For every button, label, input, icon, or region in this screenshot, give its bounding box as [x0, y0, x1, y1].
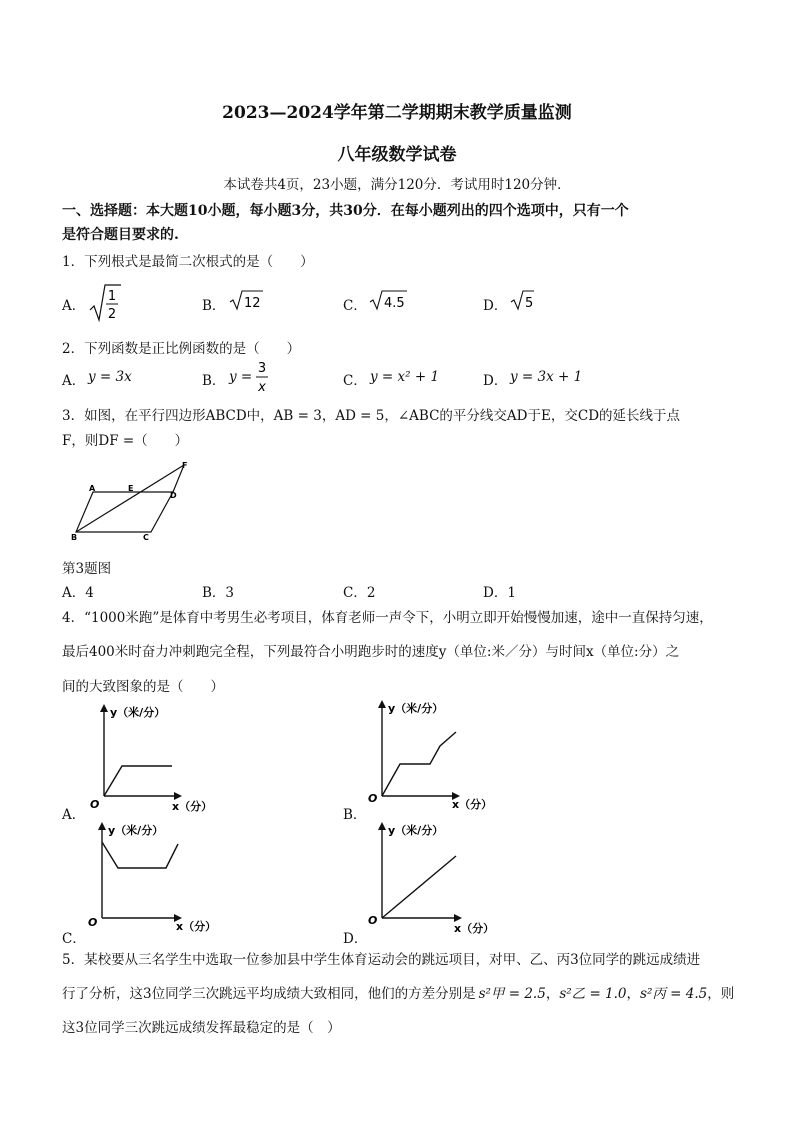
q1-option-a-label: A． [62, 298, 86, 314]
q4-option-c-label: C． [62, 931, 86, 947]
graph-b-y-label: y（米/分） [388, 702, 444, 715]
q4-graph-b [366, 696, 506, 814]
exam-title: 2023—2024学年第二学期期末教学质量监测 [222, 103, 572, 123]
q5-variance-bing: s²丙 = 4.5 [640, 986, 708, 1002]
q1-stem: 1．下列根式是最简二次根式的是（ ） [62, 254, 314, 270]
graph-d-x-label: x（分） [454, 922, 495, 935]
q4-graph-d [366, 818, 506, 938]
point-e-label: E [128, 484, 134, 493]
q1-option-b-radical [229, 288, 265, 312]
section-heading-line1: 一、选择题：本大题10小题，每小题3分，共30分．在每小题列出的四个选项中，只有一个 [62, 203, 629, 219]
q4-option-d-label: D． [343, 931, 368, 947]
exam-info: 本试卷共4页，23小题，满分120分．考试用时120分钟． [223, 177, 571, 193]
q2-option-a-label: A． [62, 373, 86, 389]
graph-b-origin: O [368, 792, 378, 805]
point-a-label: A [89, 484, 96, 493]
q3-figure-caption: 第3题图 [62, 561, 112, 577]
angle-bisector-bf [76, 465, 184, 532]
q2-option-b-lhs: y = [229, 369, 253, 385]
q4-stem-line3: 间的大致图象的是（ ） [62, 679, 224, 695]
point-b-label: B [71, 533, 78, 542]
q1-option-a-radical [88, 282, 122, 326]
q3-option-a: A．4 [62, 585, 94, 601]
section-heading-line2: 是符合题目要求的. [62, 227, 179, 243]
q2-option-d-label: D． [483, 373, 508, 389]
exam-subtitle: 八年级数学试卷 [337, 145, 457, 165]
point-f-label: F [182, 461, 188, 470]
graph-b-x-label: x（分） [452, 798, 493, 811]
q4-graph-a [84, 700, 224, 816]
q1-option-c-radical [369, 288, 409, 312]
q2-fraction-numerator: 3 [257, 361, 267, 376]
point-c-label: C [143, 533, 149, 542]
q4-stem-line2: 最后400米时奋力冲刺跑完全程，下列最符合小明跑步时的速度y（单位:米／分）与时间x（单位:分）之 [62, 644, 680, 660]
q5-line2-end: ，则 [707, 986, 735, 1002]
q4-option-a-label: A． [62, 807, 86, 823]
graph-d-y-label: y（米/分） [388, 824, 444, 837]
q1-option-d-radical [510, 288, 536, 312]
q2-option-c-formula: y = x² + 1 [370, 369, 440, 385]
q5-variance-jia: s²甲 = 2.5 [478, 986, 546, 1002]
q3-option-d: D．1 [483, 585, 516, 601]
q4-stem-line1: 4．“1000米跑”是体育中考男生必考项目，体育老师一声令下，小明立即开始慢慢加速，途中一直保持匀速， [62, 610, 713, 626]
q1-option-c-radicand: 4.5 [384, 296, 405, 311]
graph-c-x-label: x（分） [176, 920, 217, 933]
q4-graph-c [84, 818, 224, 938]
q3-parallelogram-figure [66, 458, 196, 542]
point-d-label: D [170, 491, 177, 500]
parallelogram-abcd [76, 492, 173, 532]
q1-option-b-label: B． [202, 298, 226, 314]
speed-curve-c [102, 842, 178, 868]
graph-a-y-label: y（米/分） [110, 706, 166, 719]
speed-curve-a [104, 766, 172, 796]
graph-d-origin: O [368, 914, 378, 927]
q1-option-d-label: D． [483, 298, 508, 314]
graph-a-x-label: x（分） [172, 800, 213, 813]
q2-option-b-label: B． [202, 373, 226, 389]
q3-stem-line1: 3．如图，在平行四边形ABCD中，AB = 3，AD = 5，∠ABC的平分线交AD于E，交CD的延长线于点 [62, 408, 681, 424]
graph-a-origin: O [90, 798, 100, 811]
q2-fraction-denominator: x [258, 380, 266, 395]
q3-stem-line2: F，则DF =（ ） [62, 433, 189, 449]
q5-variance-yi: s²乙 = 1.0 [559, 986, 627, 1002]
q1-option-d-radicand: 5 [525, 296, 534, 311]
q5-stem-line3: 这3位同学三次跳远成绩发挥最稳定的是（ ） [62, 1020, 341, 1036]
q2-option-b-fraction [255, 358, 269, 398]
q3-option-b: B．3 [202, 585, 235, 601]
q1-fraction-numerator: 1 [107, 289, 117, 304]
q5-stem-line2: 行了分析，这3位同学三次跳远平均成绩大致相同，他们的方差分别是 s²甲 = 2.5，s²乙 = 1.0，s²丙 = 4.5，则 [62, 986, 735, 1002]
q5-line2-text: 行了分析，这3位同学三次跳远平均成绩大致相同，他们的方差分别是 [62, 986, 476, 1002]
q2-option-d-formula: y = 3x + 1 [510, 369, 583, 385]
q2-option-a-formula: y = 3x [88, 369, 132, 385]
q1-option-c-label: C． [343, 298, 367, 314]
graph-c-y-label: y（米/分） [108, 824, 164, 837]
q2-stem: 2．下列函数是正比例函数的是（ ） [62, 341, 301, 357]
q2-option-c-label: C． [343, 373, 367, 389]
speed-curve-d [382, 856, 456, 918]
q4-option-b-label: B． [343, 807, 367, 823]
graph-c-origin: O [88, 916, 98, 929]
q1-option-b-radicand: 12 [244, 296, 261, 311]
speed-curve-b [382, 732, 456, 796]
q3-option-c: C．2 [343, 585, 376, 601]
q5-stem-line1: 5．某校要从三名学生中选取一位参加县中学生体育运动会的跳远项目，对甲、乙、丙3位同学的跳远成绩进 [62, 952, 701, 968]
q1-fraction-denominator: 2 [107, 307, 117, 322]
